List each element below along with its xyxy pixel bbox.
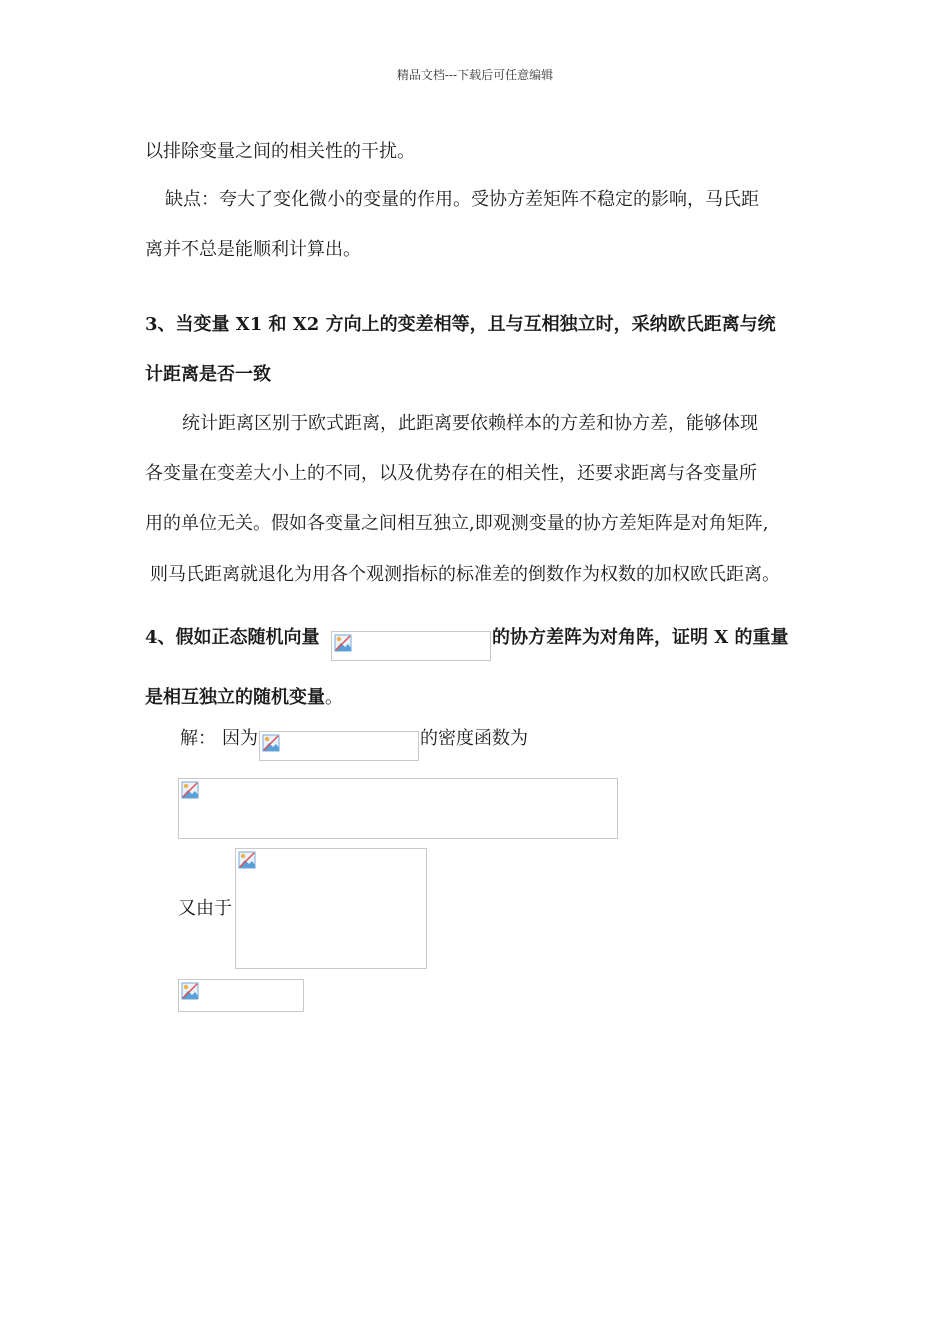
solution-text: 因为: [222, 728, 258, 749]
paragraph-line: 各变量在变差大小上的不同，以及优势存在的相关性，还要求距离与各变量所: [145, 463, 757, 484]
paragraph-line: 则马氏距离就退化为用各个观测指标的标准差的倒数作为权数的加权欧氏距离。: [150, 564, 780, 585]
broken-image-icon: [262, 734, 280, 752]
paragraph-line: 用的单位无关。假如各变量之间相互独立,即观测变量的协方差矩阵是对角矩阵,: [145, 513, 769, 534]
question-heading-end: 。: [325, 687, 343, 708]
paragraph-line: 以排除变量之间的相关性的干扰。: [145, 141, 415, 162]
solution-text: 的密度函数为: [420, 728, 528, 749]
paragraph-line: 缺点：夸大了变化微小的变量的作用。受协方差矩阵不稳定的影响，马氏距: [165, 189, 759, 210]
broken-image-icon: [334, 634, 352, 652]
question-heading: 3、当变量 X1 和 X2 方向上的变差相等，且与互相独立时，采纳欧氏距离与统: [145, 314, 776, 335]
broken-image-icon: [238, 851, 256, 869]
paragraph-line: 统计距离区别于欧式距离，此距离要依赖样本的方差和协方差，能够体现: [182, 413, 758, 434]
formula-image: [331, 631, 491, 661]
broken-image-icon: [181, 982, 199, 1000]
broken-image-icon: [181, 781, 199, 799]
question-heading-line: [145, 686, 343, 710]
question-heading-text: 是相互独立的随机变量: [145, 687, 325, 708]
question-heading: 4、假如正态随机向量: [145, 627, 320, 648]
solution-text: 又由于: [178, 898, 232, 919]
question-heading: 的协方差阵为对角阵，证明 X 的重量: [492, 627, 789, 648]
page-header: 精品文档---下载后可任意编辑: [396, 68, 554, 82]
formula-image: [178, 778, 618, 839]
formula-image: [178, 979, 304, 1012]
paragraph-line: 离并不总是能顺利计算出。: [145, 239, 361, 260]
solution-label: 解：: [180, 728, 216, 749]
formula-image: [259, 731, 419, 761]
formula-image: [235, 848, 427, 969]
question-heading: 计距离是否一致: [145, 364, 271, 385]
